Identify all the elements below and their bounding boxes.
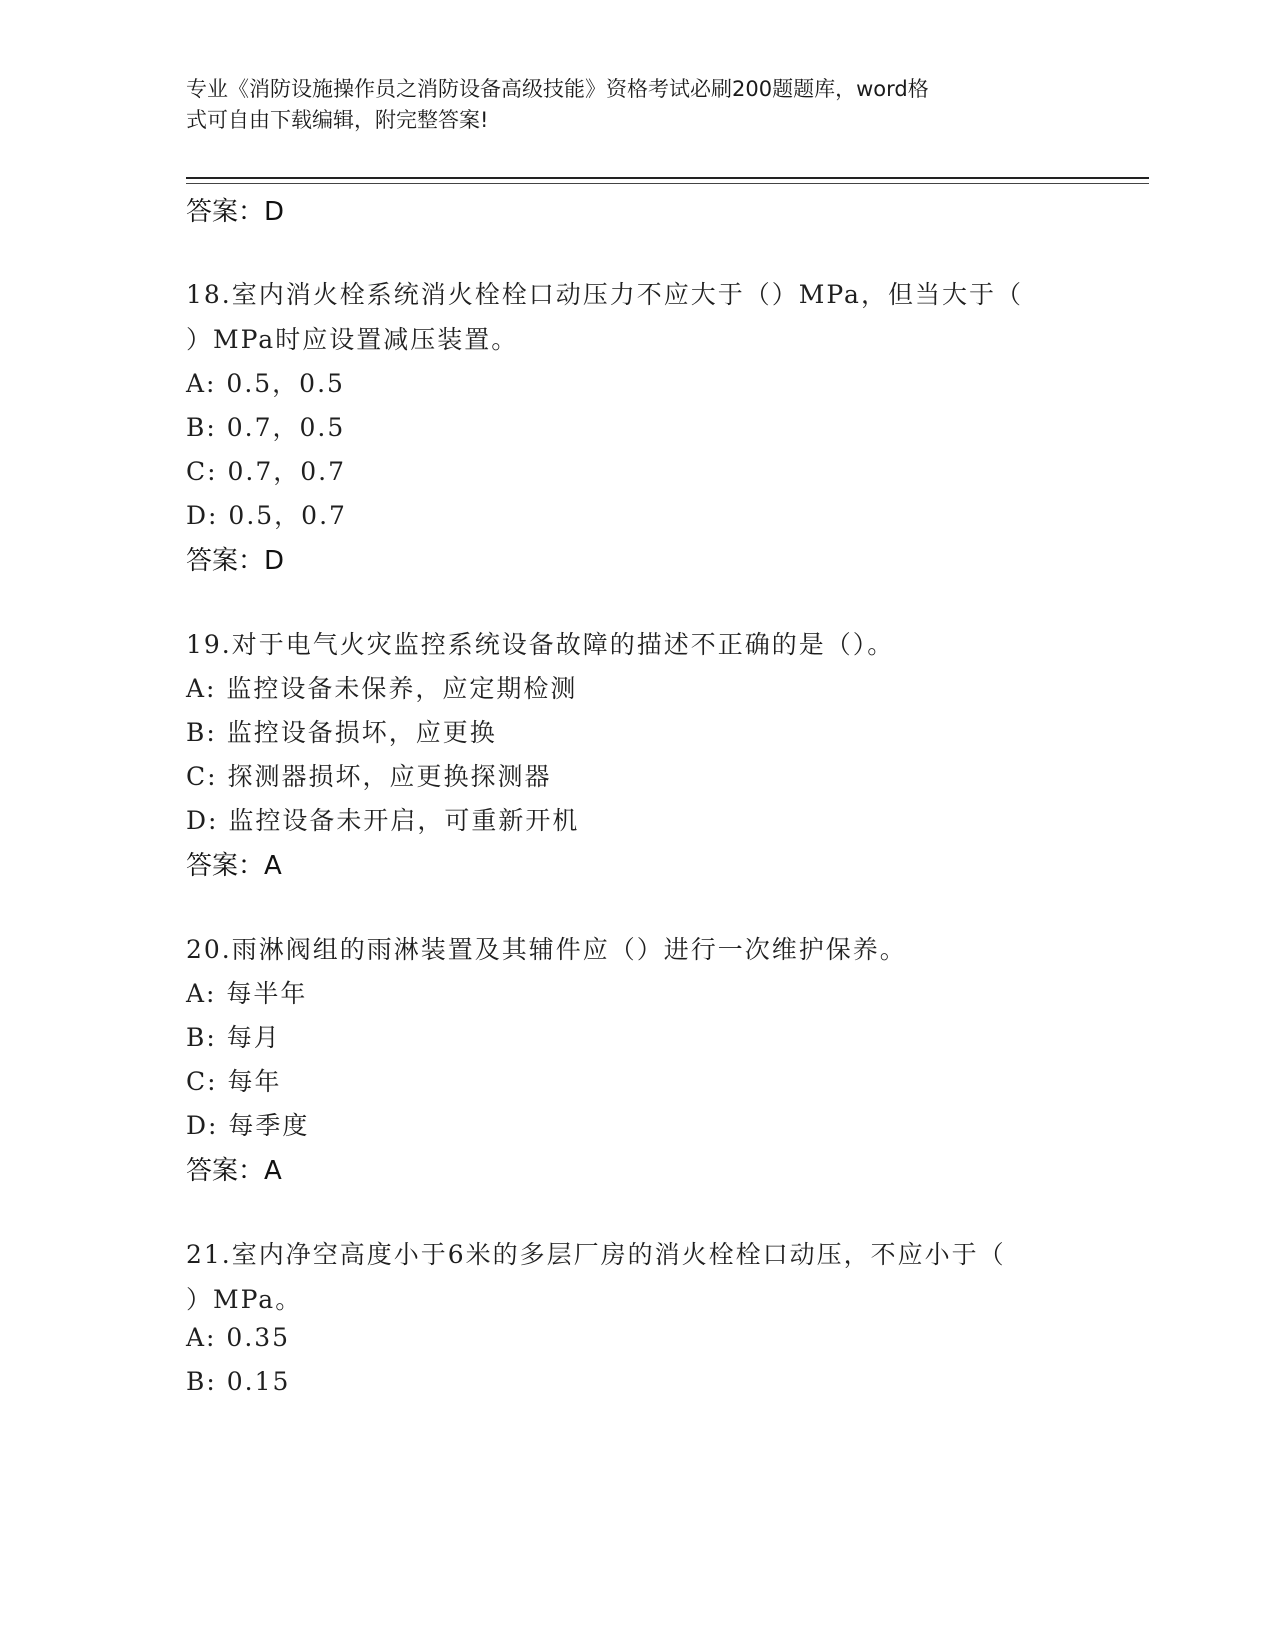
question-18-option-d: D: 0.5，0.7 <box>186 501 347 530</box>
question-21-option-a: A: 0.35 <box>186 1323 291 1352</box>
question-21-option-b: B: 0.15 <box>186 1367 291 1396</box>
question-20-stem: 20.雨淋阀组的雨淋装置及其辅件应（）进行一次维护保养。 <box>186 935 907 964</box>
question-19-option-b: B: 监控设备损坏，应更换 <box>186 718 497 747</box>
question-20-option-a: A: 每半年 <box>186 979 308 1008</box>
answer-19: 答案：A <box>186 851 282 881</box>
question-19-option-c: C: 探测器损坏，应更换探测器 <box>186 762 552 791</box>
header-line-1: 专业《消防设施操作员之消防设备高级技能》资格考试必刷200题题库，word格 <box>186 77 929 101</box>
question-19-stem: 19.对于电气火灾监控系统设备故障的描述不正确的是（）。 <box>186 630 895 659</box>
answer-17: 答案：D <box>186 197 285 227</box>
answer-20: 答案：A <box>186 1156 282 1186</box>
header-divider-thick <box>186 177 1149 179</box>
question-18-option-b: B: 0.7，0.5 <box>186 413 346 442</box>
document-header <box>186 74 1066 136</box>
question-18-stem-line-1: 18.室内消火栓系统消火栓栓口动压力不应大于（）MPa，但当大于（ <box>186 280 1023 309</box>
question-20-option-d: D: 每季度 <box>186 1111 310 1140</box>
question-21-stem-line-1: 21.室内净空高度小于6米的多层厂房的消火栓栓口动压，不应小于（ <box>186 1240 1006 1269</box>
question-18-option-a: A: 0.5，0.5 <box>186 369 345 398</box>
header-divider-thin <box>186 183 1149 184</box>
question-18-option-c: C: 0.7，0.7 <box>186 457 347 486</box>
question-21-stem-line-2: ）MPa。 <box>186 1285 303 1314</box>
answer-18: 答案：D <box>186 546 285 576</box>
header-line-2: 式可自由下载编辑，附完整答案! <box>186 108 489 132</box>
question-20-option-c: C: 每年 <box>186 1067 282 1096</box>
question-19-option-a: A: 监控设备未保养，应定期检测 <box>186 674 578 703</box>
question-19-option-d: D: 监控设备未开启，可重新开机 <box>186 806 580 835</box>
question-18-stem-line-2: ）MPa时应设置减压装置。 <box>186 325 519 354</box>
question-20-option-b: B: 每月 <box>186 1023 281 1052</box>
